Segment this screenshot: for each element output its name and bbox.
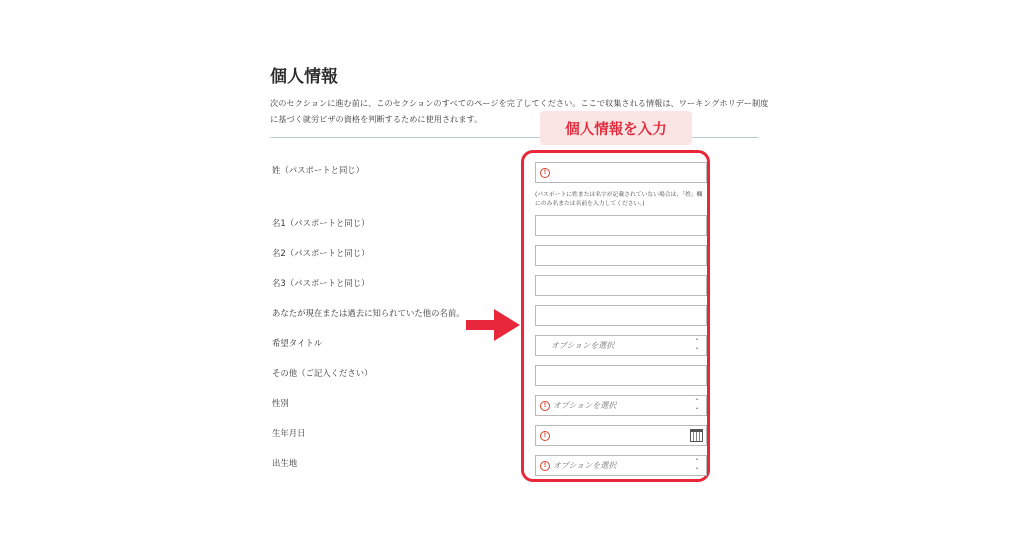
field-label-other-specify: その他（ご記入ください） <box>272 368 373 378</box>
field-label-title: 希望タイトル <box>272 338 323 348</box>
field-label-surname: 姓（パスポートと同じ） <box>272 165 365 175</box>
other-names-input[interactable] <box>535 305 707 326</box>
error-icon: ! <box>540 431 550 441</box>
given-name-3-input[interactable] <box>535 275 707 296</box>
chevron-up-down-icon: ⌃ ⌄ <box>694 398 700 411</box>
field-label-other-names: あなたが現在または過去に知られていた他の名前。 <box>272 308 465 318</box>
error-icon: ! <box>540 401 550 411</box>
page-description: 次のセクションに進む前に、このセクションのすべてのページを完了してください。ここで収集される情報は、ワーキングホリデー制度に基づく就労ビザの資格を判断するために使用されます。 <box>270 98 769 124</box>
field-label-given-name-2: 名2（パスポートと同じ） <box>272 248 370 258</box>
field-label-birthplace: 出生地 <box>272 458 298 468</box>
field-label-gender: 性別 <box>272 398 289 408</box>
field-label-birthdate: 生年月日 <box>272 428 306 438</box>
chevron-up-down-icon: ⌃ ⌄ <box>694 458 700 471</box>
error-icon: ! <box>540 168 550 178</box>
chevron-up-down-icon: ⌃ ⌄ <box>694 338 700 351</box>
given-name-1-input[interactable] <box>535 215 707 236</box>
red-arrow-icon <box>464 305 524 345</box>
callout-label: 個人情報を入力 <box>540 111 692 145</box>
given-name-2-input[interactable] <box>535 245 707 266</box>
surname-input[interactable] <box>535 162 707 183</box>
select-placeholder: オプションを選択 <box>553 461 617 470</box>
page-title: 個人情報 <box>270 67 338 87</box>
select-placeholder: オプションを選択 <box>551 341 615 350</box>
surname-hint: (パスポートに姓または名字が記載されていない場合は、「姓」欄にのみ名または名前を入力してください。) <box>535 192 703 207</box>
error-icon: ! <box>540 461 550 471</box>
field-label-given-name-1: 名1（パスポートと同じ） <box>272 218 370 228</box>
calendar-icon[interactable] <box>690 429 703 442</box>
birthplace-select[interactable] <box>535 455 707 476</box>
field-label-given-name-3: 名3（パスポートと同じ） <box>272 278 370 288</box>
other-specify-input[interactable] <box>535 365 707 386</box>
gender-select[interactable] <box>535 395 707 416</box>
title-select[interactable] <box>535 335 707 356</box>
select-placeholder: オプションを選択 <box>553 401 617 410</box>
birthdate-input[interactable] <box>535 425 707 446</box>
